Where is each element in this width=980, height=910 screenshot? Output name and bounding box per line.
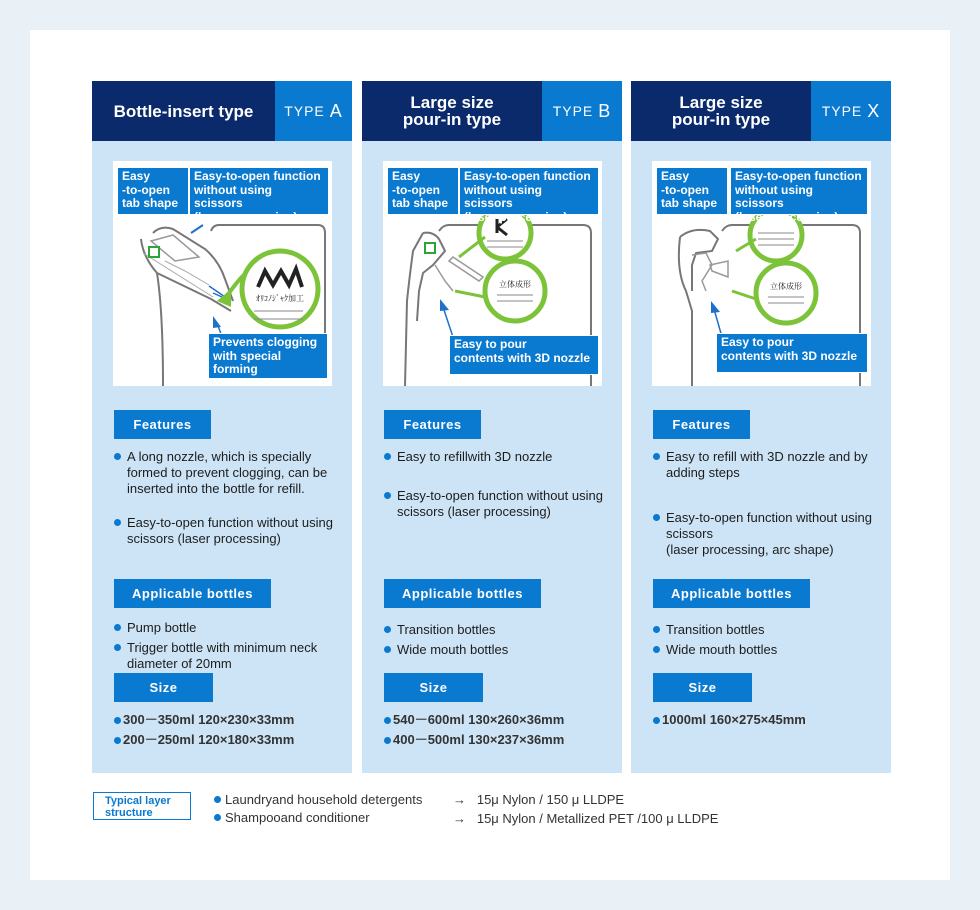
pouch-illustration bbox=[652, 161, 871, 386]
badge-text: 立体成形 bbox=[770, 282, 802, 291]
layer-structure-row bbox=[453, 792, 624, 807]
type-prefix: TYPE bbox=[821, 103, 863, 119]
size-label: Size bbox=[384, 673, 483, 702]
size-label: Size bbox=[653, 673, 752, 702]
arrow-right-icon: → bbox=[453, 792, 466, 807]
type-badge bbox=[275, 81, 352, 141]
size-list bbox=[653, 710, 885, 730]
callout-easy-open: Easy-to-open function without using scissors (laser processing) bbox=[459, 167, 599, 215]
layer-label-line: Typical layer bbox=[105, 795, 171, 807]
size-item: 540－600ml 130×260×36mm bbox=[384, 710, 616, 730]
bullet-dot-icon bbox=[214, 814, 221, 821]
column-title-line: Large size bbox=[410, 93, 494, 112]
features-label: Features bbox=[653, 410, 750, 439]
column-title-line: pour-in type bbox=[671, 110, 771, 129]
type-prefix: TYPE bbox=[552, 103, 594, 119]
bottles-list bbox=[384, 622, 612, 658]
layer-use-row bbox=[214, 810, 370, 825]
column-title-line: pour-in type bbox=[402, 110, 502, 129]
features-list bbox=[653, 449, 881, 558]
column-header bbox=[362, 81, 622, 141]
callout-nozzle: Easy to pour contents with 3D nozzle bbox=[716, 333, 868, 373]
column-type-b bbox=[362, 81, 622, 773]
list-item: Easy-to-open function without using scissors (laser processing) bbox=[114, 515, 342, 547]
column-header bbox=[92, 81, 352, 141]
size-item: 1000ml 160×275×45mm bbox=[653, 710, 885, 730]
pouch-illustration bbox=[113, 161, 332, 386]
column-type-a bbox=[92, 81, 352, 773]
layer-label-line: structure bbox=[105, 807, 153, 819]
list-item: Trigger bottle with minimum neck diameter of 20mm bbox=[114, 640, 342, 672]
badge-text: 立体成形 bbox=[499, 280, 531, 289]
layer-use-row bbox=[214, 792, 422, 807]
callout-tab-shape: Easy -to-open tab shape bbox=[656, 167, 728, 215]
size-list bbox=[384, 710, 616, 750]
features-list bbox=[384, 449, 612, 520]
type-badge bbox=[811, 81, 891, 141]
pouch-illustration bbox=[383, 161, 602, 386]
column-title bbox=[631, 81, 811, 141]
list-item: Wide mouth bottles bbox=[384, 642, 612, 658]
size-item: 300－350ml 120×230×33mm bbox=[114, 710, 346, 730]
bottles-label: Applicable bottles bbox=[653, 579, 810, 608]
badge-text: ｵﾘｺﾉｼﾞｬｸ加工 bbox=[256, 294, 304, 303]
type-badge bbox=[542, 81, 622, 141]
callout-easy-open: Easy-to-open function without using scissors (laser processing) bbox=[189, 167, 329, 215]
layer-structure-label bbox=[93, 792, 191, 820]
type-letter: X bbox=[867, 100, 881, 121]
list-item: Easy-to-open function without using scissors (laser processing) bbox=[384, 488, 612, 520]
list-item: Transition bottles bbox=[384, 622, 612, 638]
list-item: Pump bottle bbox=[114, 620, 342, 636]
size-label: Size bbox=[114, 673, 213, 702]
column-title-lines bbox=[403, 94, 501, 128]
list-item: Easy-to-open function without using scissors (laser processing, arc shape) bbox=[653, 510, 881, 558]
arrow-right-icon: → bbox=[453, 811, 466, 826]
bullet-dot-icon bbox=[214, 796, 221, 803]
column-title-lines bbox=[672, 94, 770, 128]
callout-nozzle: Prevents clogging with special forming bbox=[208, 333, 328, 379]
layer-structure-value: 15μ Nylon / 150 μ LLDPE bbox=[476, 792, 625, 807]
bottles-list bbox=[653, 622, 881, 658]
bottles-label: Applicable bottles bbox=[384, 579, 541, 608]
features-label: Features bbox=[384, 410, 481, 439]
type-prefix: TYPE bbox=[284, 103, 325, 119]
size-list bbox=[114, 710, 346, 750]
size-item: 200－250ml 120×180×33mm bbox=[114, 730, 346, 750]
bottles-list bbox=[114, 620, 342, 672]
size-item: 400－500ml 130×237×36mm bbox=[384, 730, 616, 750]
layer-use: Laundryand household detergents bbox=[225, 792, 423, 807]
list-item: Wide mouth bottles bbox=[653, 642, 881, 658]
list-item: Transition bottles bbox=[653, 622, 881, 638]
callout-easy-open: Easy-to-open function without using scissors (laser processing) bbox=[730, 167, 868, 215]
column-type-x bbox=[631, 81, 891, 773]
list-item: Easy to refill with 3D nozzle and by adding steps bbox=[653, 449, 881, 481]
type-letter: A bbox=[329, 100, 343, 121]
callout-nozzle: Easy to pour contents with 3D nozzle bbox=[449, 335, 599, 375]
column-header bbox=[631, 81, 891, 141]
layer-structure-value: 15μ Nylon / Metallized PET /100 μ LLDPE bbox=[476, 811, 719, 826]
column-title-line: Large size bbox=[679, 93, 763, 112]
features-label: Features bbox=[114, 410, 211, 439]
layer-structure-row bbox=[453, 811, 718, 826]
layer-use: Shampooand conditioner bbox=[225, 810, 370, 825]
callout-tab-shape: Easy -to-open tab shape bbox=[117, 167, 189, 215]
column-title-line: Bottle-insert type bbox=[113, 101, 254, 121]
callout-tab-shape: Easy -to-open tab shape bbox=[387, 167, 459, 215]
features-list bbox=[114, 449, 342, 547]
type-letter: B bbox=[598, 100, 612, 121]
column-title bbox=[362, 81, 542, 141]
list-item: A long nozzle, which is specially formed to prevent clogging, can be inserted into the bottle for refill. bbox=[114, 449, 342, 497]
bottles-label: Applicable bottles bbox=[114, 579, 271, 608]
list-item: Easy to refillwith 3D nozzle bbox=[384, 449, 612, 465]
column-title bbox=[92, 81, 275, 141]
